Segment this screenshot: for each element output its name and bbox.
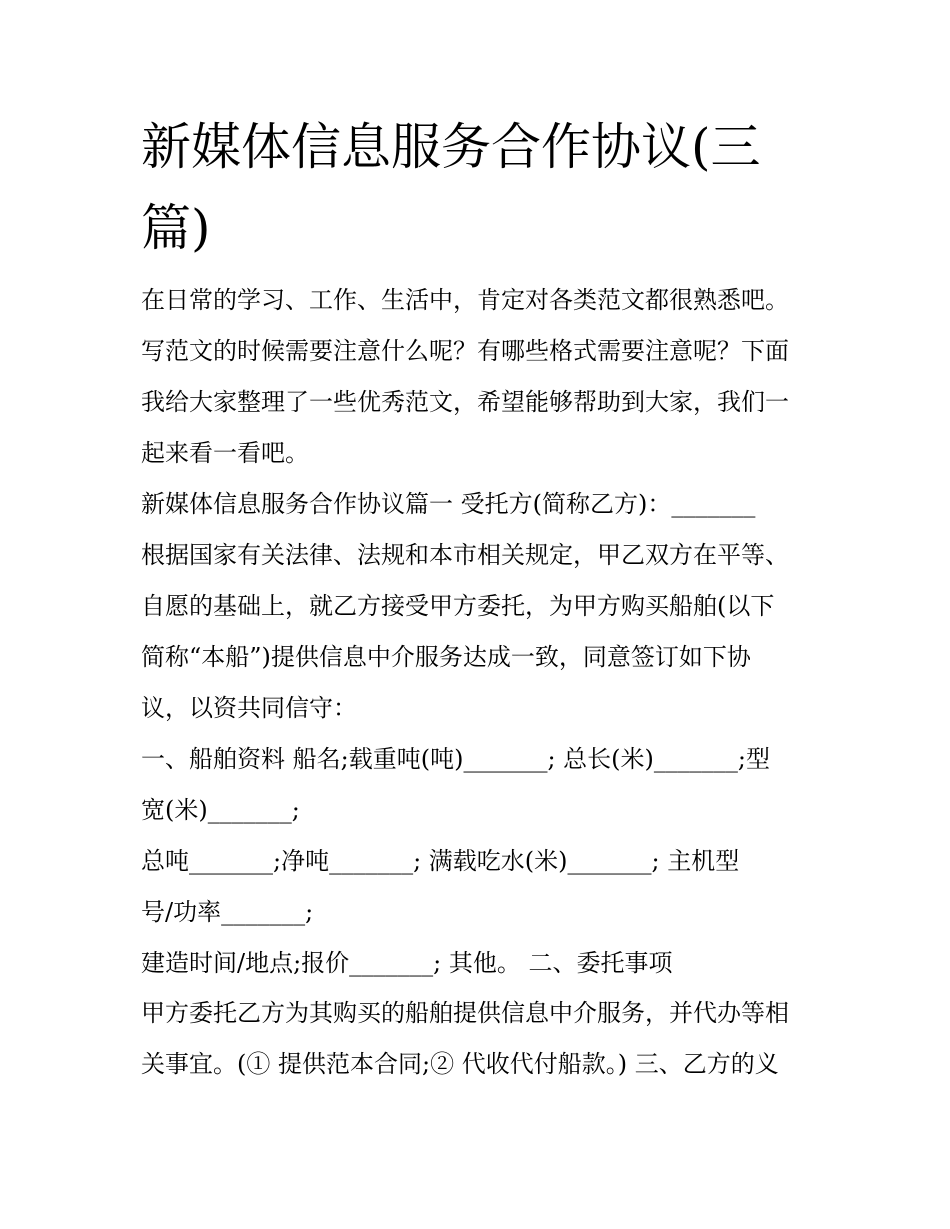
body-text-line: 在日常的学习、工作、生活中，肯定对各类范文都很熟悉吧。: [141, 286, 789, 314]
document-title-line-2: 篇): [141, 199, 211, 257]
body-text-line: 写范文的时候需要注意什么呢？有哪些格式需要注意呢？下面: [141, 337, 789, 365]
document-title-line-1: 新媒体信息服务合作协议(三: [141, 118, 761, 176]
body-text-line: 起来看一看吧。: [141, 439, 309, 467]
body-text-line: 号/功率_______;: [141, 898, 314, 926]
body-text-line: 关事宜。(① 提供范本合同;② 代收代付船款。) 三、乙方的义: [141, 1050, 779, 1078]
body-text-line: 根据国家有关法律、法规和本市相关规定，甲乙双方在平等、: [141, 541, 789, 569]
body-text-line: 自愿的基础上，就乙方接受甲方委托，为甲方购买船舶(以下: [141, 592, 775, 620]
body-text-line: 新媒体信息服务合作协议篇一 受托方(简称乙方)：_______: [141, 490, 756, 518]
body-text-line: 甲方委托乙方为其购买的船舶提供信息中介服务，并代办等相: [141, 999, 789, 1027]
body-text-line: 总吨_______;净吨_______; 满载吃水(米)_______; 主机型: [141, 847, 740, 875]
body-text-line: 宽(米)_______;: [141, 796, 300, 824]
body-text-line: 我给大家整理了一些优秀范文，希望能够帮助到大家，我们一: [141, 388, 789, 416]
body-text-line: 一、船舶资料 船名;载重吨(吨)_______; 总长(米)_______;型: [141, 745, 770, 773]
body-text-line: 议，以资共同信守：: [141, 694, 357, 722]
body-text-line: 简称“本船”)提供信息中介服务达成一致，同意签订如下协: [141, 643, 751, 671]
body-text-line: 建造时间/地点;报价_______; 其他。 二、委托事项: [141, 949, 673, 977]
